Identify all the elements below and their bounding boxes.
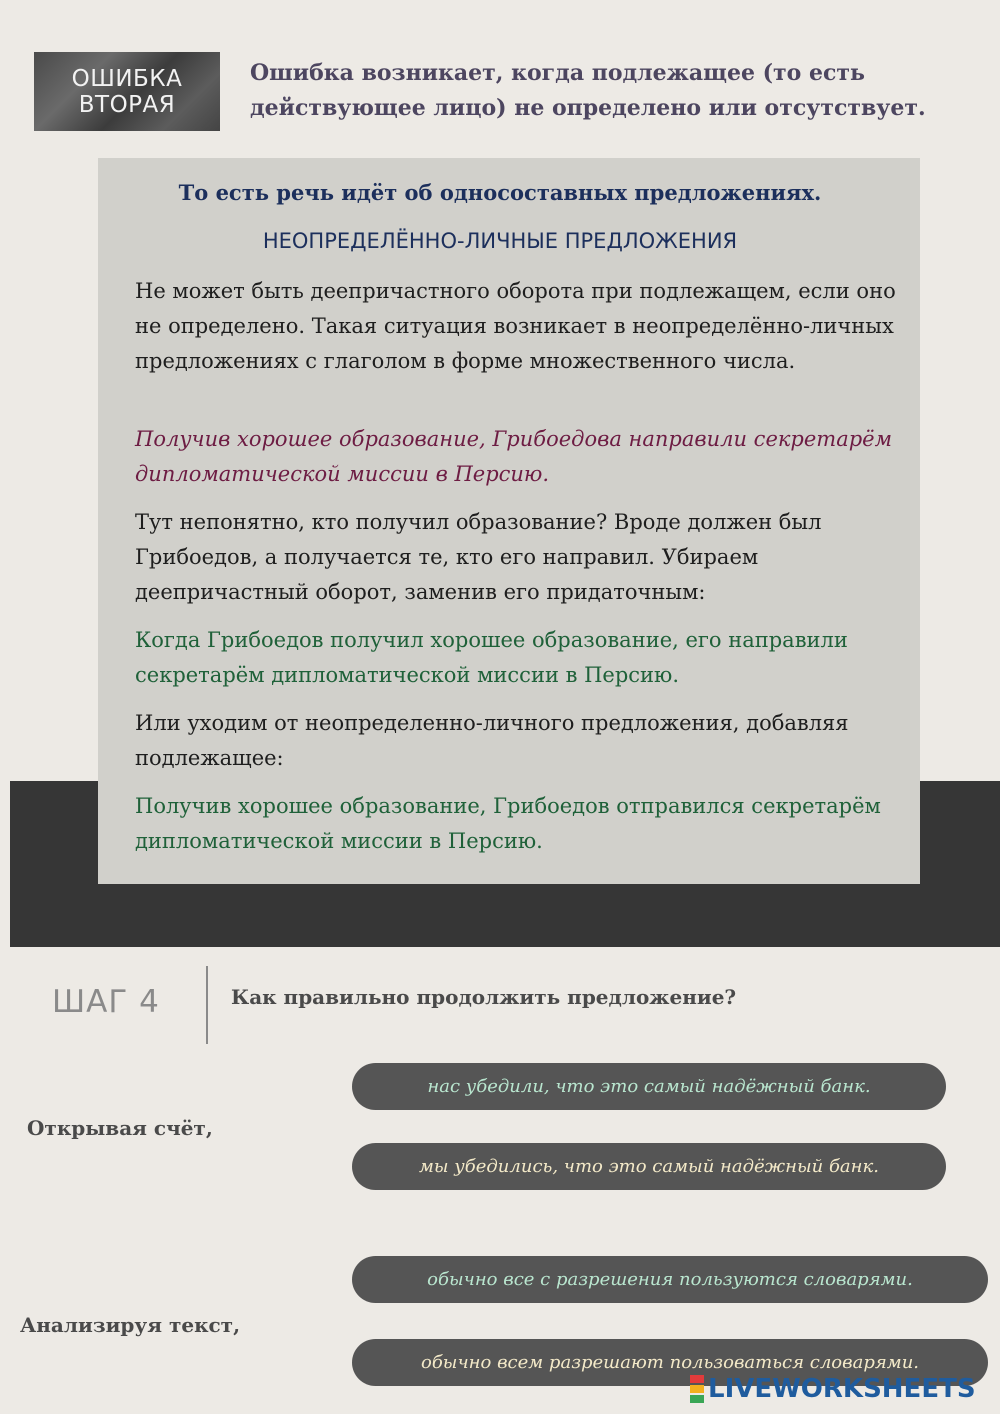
rule-paragraph: Не может быть деепричастного оборота при подлежащем, если оно не определено. Такая ситуация возникает в неопределённо-личных предложениях с глаголом в форме множественного числа.	[135, 279, 896, 373]
step-question: Как правильно продолжить предложение?	[231, 985, 737, 1009]
card-subtitle: НЕОПРЕДЕЛЁННО-ЛИЧНЫЕ ПРЕДЛОЖЕНИЯ	[262, 229, 738, 253]
task-2-option-2[interactable]: обычно всем разрешают пользоваться словарями.	[352, 1339, 988, 1386]
task-2-lead: Анализируя текст,	[20, 1313, 241, 1337]
badge-line-1: ОШИБКА	[71, 65, 183, 92]
task-2-option-1[interactable]: обычно все с разрешения пользуются словарями.	[352, 1256, 988, 1303]
badge-line-2: ВТОРАЯ	[78, 91, 176, 118]
wrong-example: Получив хорошее образование, Грибоедова направили секретарём дипломатической миссии в Персию.	[135, 427, 892, 486]
step-divider	[206, 966, 208, 1044]
card-title: То есть речь идёт об односоставных предложениях.	[178, 180, 822, 205]
task-1-option-2[interactable]: мы убедились, что это самый надёжный банк.	[352, 1143, 946, 1190]
liveworksheets-logo	[690, 1374, 976, 1404]
alternative-paragraph: Или уходим от неопределенно-личного предложения, добавляя подлежащее:	[135, 711, 849, 770]
error-badge	[34, 52, 220, 131]
correct-example-clause: Когда Грибоедов получил хорошее образование, его направили секретарём дипломатической миссии в Персию.	[135, 628, 848, 687]
task-1-option-1[interactable]: нас убедили, что это самый надёжный банк.	[352, 1063, 946, 1110]
liveworksheets-logo-icon	[690, 1374, 704, 1404]
task-1-lead: Открывая счёт,	[27, 1116, 213, 1140]
step-label: ШАГ 4	[52, 984, 160, 1020]
correct-example-subject: Получив хорошее образование, Грибоедов отправился секретарём дипломатической миссии в Персию.	[135, 794, 881, 853]
explanation-paragraph: Тут непонятно, кто получил образование? Вроде должен был Грибоедов, а получается те, кто его направил. Убираем деепричастный оборот, заменив его придаточным:	[135, 510, 822, 604]
footer-brand: LIVEWORKSHEETS	[708, 1374, 976, 1404]
intro-text: Ошибка возникает, когда подлежащее (то есть действующее лицо) не определено или отсутствует.	[250, 60, 926, 121]
